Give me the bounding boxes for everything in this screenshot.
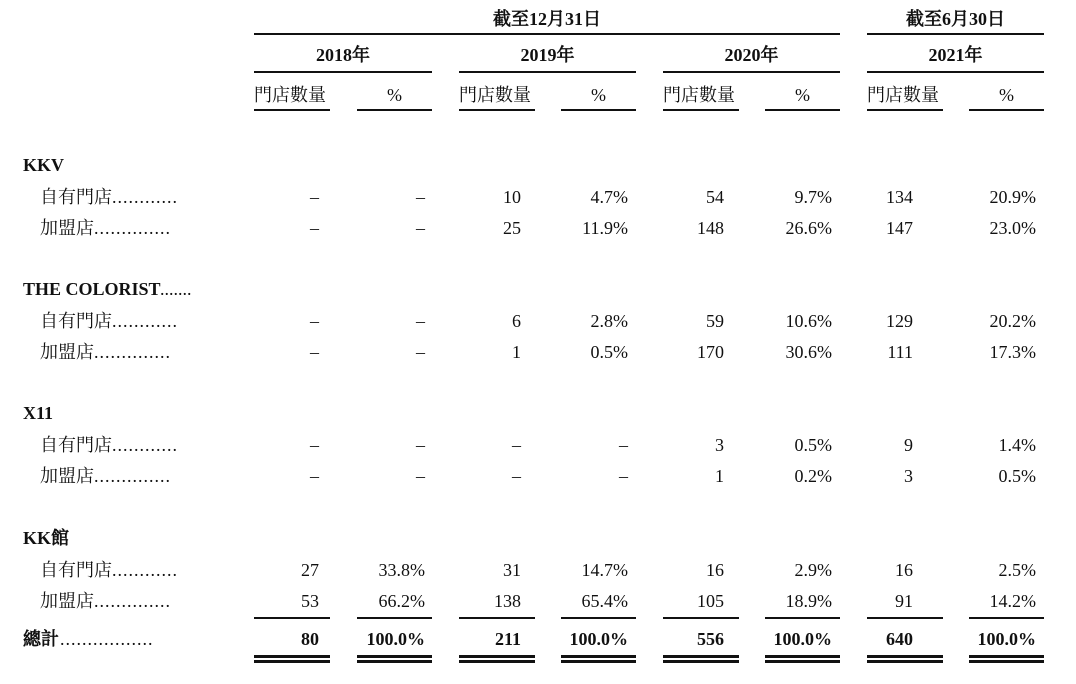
subtotal-rule [357, 617, 432, 619]
store-count-cell: 53 [301, 591, 319, 611]
store-count-cell: 134 [886, 187, 913, 207]
total-double-rule [357, 655, 432, 663]
dot-leader: .............. [94, 218, 171, 238]
percent-cell: 2.5% [998, 560, 1036, 580]
period-underline-jun30 [867, 33, 1044, 35]
store-count-cell: 105 [697, 591, 724, 611]
store-count-cell: 556 [697, 629, 724, 649]
row-label: 加盟店 [40, 218, 94, 238]
store-count-column-header: 門店數量 [459, 85, 531, 105]
store-count-cell: 54 [706, 187, 724, 207]
percent-cell: 11.9% [582, 218, 628, 238]
percent-cell: 23.0% [989, 218, 1036, 238]
row-label: 自有門店 [40, 560, 112, 580]
store-count-cell: 1 [512, 342, 521, 362]
column-underline [459, 109, 535, 111]
percent-cell: 26.6% [785, 218, 832, 238]
dot-leader: ....... [160, 279, 192, 299]
total-double-rule [459, 655, 535, 663]
total-double-rule [663, 655, 739, 663]
store-count-cell: 9 [904, 435, 913, 455]
period-header-dec31: 截至12月31日 [493, 9, 601, 29]
brand-name: KK館 [23, 528, 70, 548]
percent-cell: – [619, 435, 628, 455]
dot-leader: ............ [112, 187, 178, 207]
brand-name: THE COLORIST [23, 279, 161, 299]
percent-cell: – [416, 187, 425, 207]
year-underline [459, 71, 636, 73]
percent-cell: 20.2% [989, 311, 1036, 331]
store-count-cell: 129 [886, 311, 913, 331]
dot-leader: .............. [94, 466, 171, 486]
period-underline-dec31 [254, 33, 840, 35]
percent-cell: 30.6% [785, 342, 832, 362]
total-label: 總計 [23, 629, 59, 649]
total-double-rule [254, 655, 330, 663]
year-header: 2020年 [724, 45, 779, 65]
percent-cell: – [416, 435, 425, 455]
row-label: 自有門店 [40, 187, 112, 207]
column-underline [663, 109, 739, 111]
year-header: 2019年 [520, 45, 575, 65]
store-count-cell: – [512, 466, 521, 486]
subtotal-rule [663, 617, 739, 619]
column-underline [765, 109, 840, 111]
row-label: 自有門店 [40, 311, 112, 331]
store-count-cell: – [310, 342, 319, 362]
dot-leader: .............. [94, 342, 171, 362]
store-count-cell: 16 [706, 560, 724, 580]
year-underline [254, 71, 432, 73]
percent-cell: 100.0% [366, 629, 425, 649]
store-count-cell: – [310, 187, 319, 207]
percent-cell: 2.9% [794, 560, 832, 580]
percent-cell: 2.8% [590, 311, 628, 331]
total-double-rule [561, 655, 636, 663]
percent-column-header: % [591, 85, 606, 105]
dot-leader: ............ [112, 560, 178, 580]
percent-cell: 17.3% [989, 342, 1036, 362]
store-count-cell: 1 [715, 466, 724, 486]
brand-name: X11 [23, 403, 54, 423]
percent-cell: 0.5% [794, 435, 832, 455]
percent-cell: 10.6% [785, 311, 832, 331]
period-header-jun30: 截至6月30日 [906, 9, 1005, 29]
row-label: 加盟店 [40, 591, 94, 611]
store-count-cell: 211 [494, 629, 521, 649]
year-underline [663, 71, 840, 73]
column-underline [867, 109, 943, 111]
store-count-cell: 16 [895, 560, 913, 580]
percent-cell: 14.2% [989, 591, 1036, 611]
row-label: 自有門店 [40, 435, 112, 455]
percent-cell: 0.5% [998, 466, 1036, 486]
store-count-cell: 3 [715, 435, 724, 455]
percent-cell: 33.8% [378, 560, 425, 580]
row-label: 加盟店 [40, 342, 94, 362]
percent-cell: 18.9% [785, 591, 832, 611]
subtotal-rule [765, 617, 840, 619]
year-header: 2021年 [928, 45, 983, 65]
total-double-rule [969, 655, 1044, 663]
subtotal-rule [969, 617, 1044, 619]
store-count-column-header: 門店數量 [867, 85, 939, 105]
percent-cell: 100.0% [773, 629, 832, 649]
percent-cell: 65.4% [581, 591, 628, 611]
year-underline [867, 71, 1044, 73]
brand-name: KKV [23, 155, 65, 175]
percent-cell: 14.7% [581, 560, 628, 580]
store-count-cell: 59 [706, 311, 724, 331]
column-underline [254, 109, 330, 111]
store-count-cell: 27 [301, 560, 319, 580]
percent-cell: 100.0% [569, 629, 628, 649]
subtotal-rule [561, 617, 636, 619]
store-count-cell: 111 [887, 342, 913, 362]
dot-leader: ................. [60, 629, 154, 649]
percent-cell: 9.7% [794, 187, 832, 207]
percent-cell: 100.0% [977, 629, 1036, 649]
percent-cell: 20.9% [989, 187, 1036, 207]
percent-cell: – [416, 466, 425, 486]
percent-cell: – [619, 466, 628, 486]
percent-cell: 0.2% [794, 466, 832, 486]
percent-column-header: % [795, 85, 810, 105]
percent-cell: – [416, 342, 425, 362]
column-underline [357, 109, 432, 111]
row-label: 加盟店 [40, 466, 94, 486]
subtotal-rule [867, 617, 943, 619]
store-count-cell: 3 [904, 466, 913, 486]
store-count-cell: 640 [886, 629, 913, 649]
percent-column-header: % [387, 85, 402, 105]
subtotal-rule [254, 617, 330, 619]
store-count-cell: 80 [301, 629, 319, 649]
percent-cell: 0.5% [590, 342, 628, 362]
percent-cell: – [416, 218, 425, 238]
store-count-cell: 91 [895, 591, 913, 611]
store-count-cell: 31 [503, 560, 521, 580]
store-count-column-header: 門店數量 [254, 85, 326, 105]
store-count-cell: 147 [886, 218, 913, 238]
total-double-rule [867, 655, 943, 663]
dot-leader: ............ [112, 311, 178, 331]
store-count-cell: 25 [503, 218, 521, 238]
dot-leader: .............. [94, 591, 171, 611]
store-count-cell: – [310, 435, 319, 455]
dot-leader: ............ [112, 435, 178, 455]
column-underline [969, 109, 1044, 111]
percent-cell: 4.7% [590, 187, 628, 207]
total-double-rule [765, 655, 840, 663]
store-count-cell: – [310, 311, 319, 331]
store-count-cell: – [310, 218, 319, 238]
store-count-cell: 148 [697, 218, 724, 238]
store-count-cell: 170 [697, 342, 724, 362]
percent-cell: 66.2% [378, 591, 425, 611]
store-count-cell: 6 [512, 311, 521, 331]
subtotal-rule [459, 617, 535, 619]
store-count-cell: 10 [503, 187, 521, 207]
store-count-column-header: 門店數量 [663, 85, 735, 105]
percent-cell: – [416, 311, 425, 331]
store-count-cell: – [310, 466, 319, 486]
year-header: 2018年 [316, 45, 370, 65]
percent-column-header: % [999, 85, 1014, 105]
store-count-cell: 138 [494, 591, 521, 611]
percent-cell: 1.4% [998, 435, 1036, 455]
store-count-cell: – [512, 435, 521, 455]
column-underline [561, 109, 636, 111]
